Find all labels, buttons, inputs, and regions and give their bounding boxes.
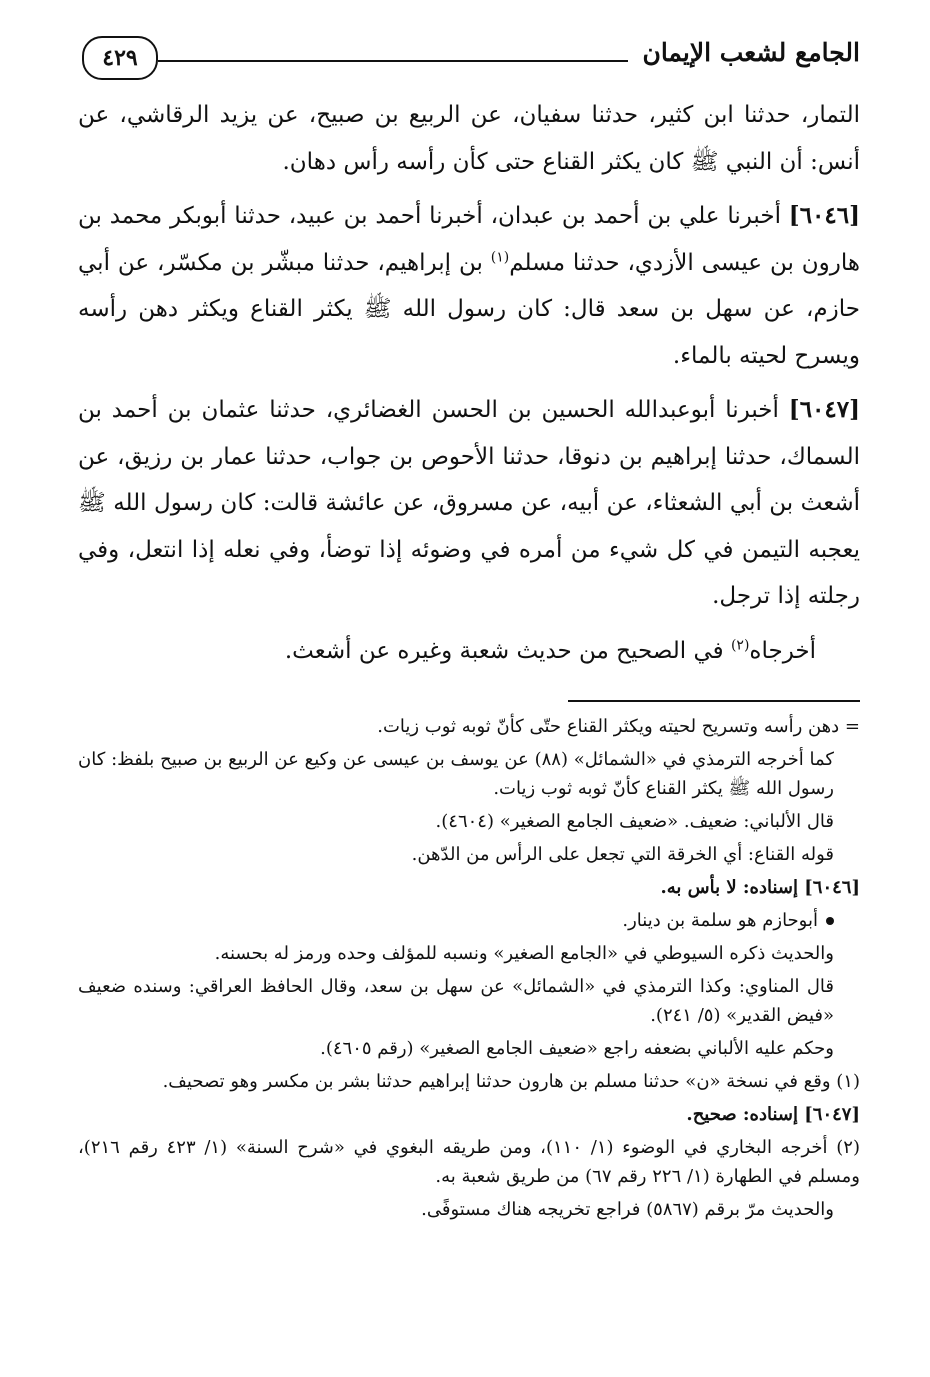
footnote-line: وحكم عليه الألباني بضعفه راجع «ضعيف الجامع الصغير» (رقم ٤٦٠٥). xyxy=(320,1038,834,1059)
hadith-text: بن إبراهيم، حدثنا مبشّر بن مكسّر، عن أبي حازم، عن سهل بن سعد قال: كان رسول الله ﷺ يكثر القناع ويكثر دهن رأسه ويسرح لحيته بالماء. xyxy=(78,249,860,369)
hadith-6047 xyxy=(78,387,860,620)
takhrij-line xyxy=(78,628,860,675)
takhrij-text: في الصحيح من حديث شعبة وغيره عن أشعث. xyxy=(284,637,724,664)
running-title: الجامع لشعب الإيمان xyxy=(642,38,860,67)
footnote-line: قال المناوي: وكذا الترمذي في «الشمائل» عن سهل بن سعد، وقال الحافظ العراقي: وسنده ضعيف «فيض القدير» (٥/ ٢٤١). xyxy=(78,976,834,1026)
footnote-line: قال الألباني: ضعيف. «ضعيف الجامع الصغير» (٤٦٠٤). xyxy=(435,811,834,832)
paragraph-continued: التمار، حدثنا ابن كثير، حدثنا سفيان، عن الربيع بن صبيح، عن يزيد الرقاشي، عن أنس: أن النبي ﷺ كان يكثر القناع حتى كأن رأسه رأس دهان. xyxy=(78,102,860,175)
footnote-line: كما أخرجه الترمذي في «الشمائل» (٨٨) عن يوسف بن عيسى عن وكيع عن الربيع بن صبيح بلفظ: كان رسول الله ﷺ يكثر القناع كأنّ ثوبه ثوب زيات. xyxy=(78,749,834,799)
footnote-heading-6046: [٦٠٤٦] إسناده: لا بأس به. xyxy=(660,877,860,898)
footnote-line: أبوحازم هو سلمة بن دينار. xyxy=(78,906,860,935)
page-header xyxy=(78,30,860,92)
hadith-text: أخبرنا علي بن أحمد بن عبدان، أخبرنا أحمد بن عبيد، حدثنا أبوبكر محمد بن هارون بن عيسى الأزدي، حدثنا مسلم xyxy=(78,203,861,276)
takhrij-text: أخرجاه xyxy=(749,637,816,664)
footnote-line: قوله القناع: أي الخرقة التي تجعل على الرأس من الدّهن. xyxy=(411,844,834,865)
hadith-number: [٦٠٤٧] xyxy=(788,396,860,423)
footnote-continuation: = دهن رأسه وتسريح لحيته ويكثر القناع حتّى كأنّ ثوبه ثوب زيات. xyxy=(377,716,860,737)
hadith-number: [٦٠٤٦] xyxy=(788,202,860,229)
footnote-1: (١) وقع في نسخة «ن» حدثنا مسلم بن هارون حدثنا إبراهيم حدثنا بشر بن مكسر وهو تصحيف. xyxy=(162,1071,860,1092)
footnotes xyxy=(78,712,860,1224)
footnote-line: والحديث مرّ برقم (٥٨٦٧) فراجع تخريجه هناك مستوفًى. xyxy=(421,1199,834,1220)
book-page xyxy=(78,30,860,1350)
footnote-line: والحديث ذكره السيوطي في «الجامع الصغير» ونسبه للمؤلف وحده ورمز له بحسنه. xyxy=(214,943,834,964)
footnote-ref-1[interactable]: (١) xyxy=(490,248,510,265)
footnote-ref-2[interactable]: (٢) xyxy=(730,636,750,653)
footnote-separator xyxy=(568,700,860,702)
hadith-text: أخبرنا أبوعبدالله الحسين بن الحسن الغضائري، حدثنا عثمان بن أحمد بن السماك، حدثنا إبراهيم بن دنوقا، حدثنا الأحوص بن جواب، حدثنا عمار بن رزيق، عن أشعث بن أبي الشعثاء، عن أبيه، عن مسروق، عن عائشة قالت: كان رسول الله ﷺ يعجبه التيمن في كل شيء من أمره في وضوئه إذا توضأ، وفي نعله إذا انتعل، وفي رجلته إذا ترجل. xyxy=(78,397,860,609)
hadith-6046 xyxy=(78,193,860,379)
footnote-2: (٢) أخرجه البخاري في الوضوء (١/ ١١٠)، ومن طريقه البغوي في «شرح السنة» (١/ ٤٢٣ رقم ٢١٦)، ومسلم في الطهارة (١/ ٢٢٦ رقم ٦٧) من طريق شعبة به. xyxy=(78,1137,860,1187)
main-text xyxy=(78,92,860,674)
bullet-icon xyxy=(826,917,834,925)
page-number: ٤٢٩ xyxy=(82,36,158,80)
footnote-heading-6047: [٦٠٤٧] إسناده: صحيح. xyxy=(686,1104,860,1125)
header-rule xyxy=(158,60,628,62)
